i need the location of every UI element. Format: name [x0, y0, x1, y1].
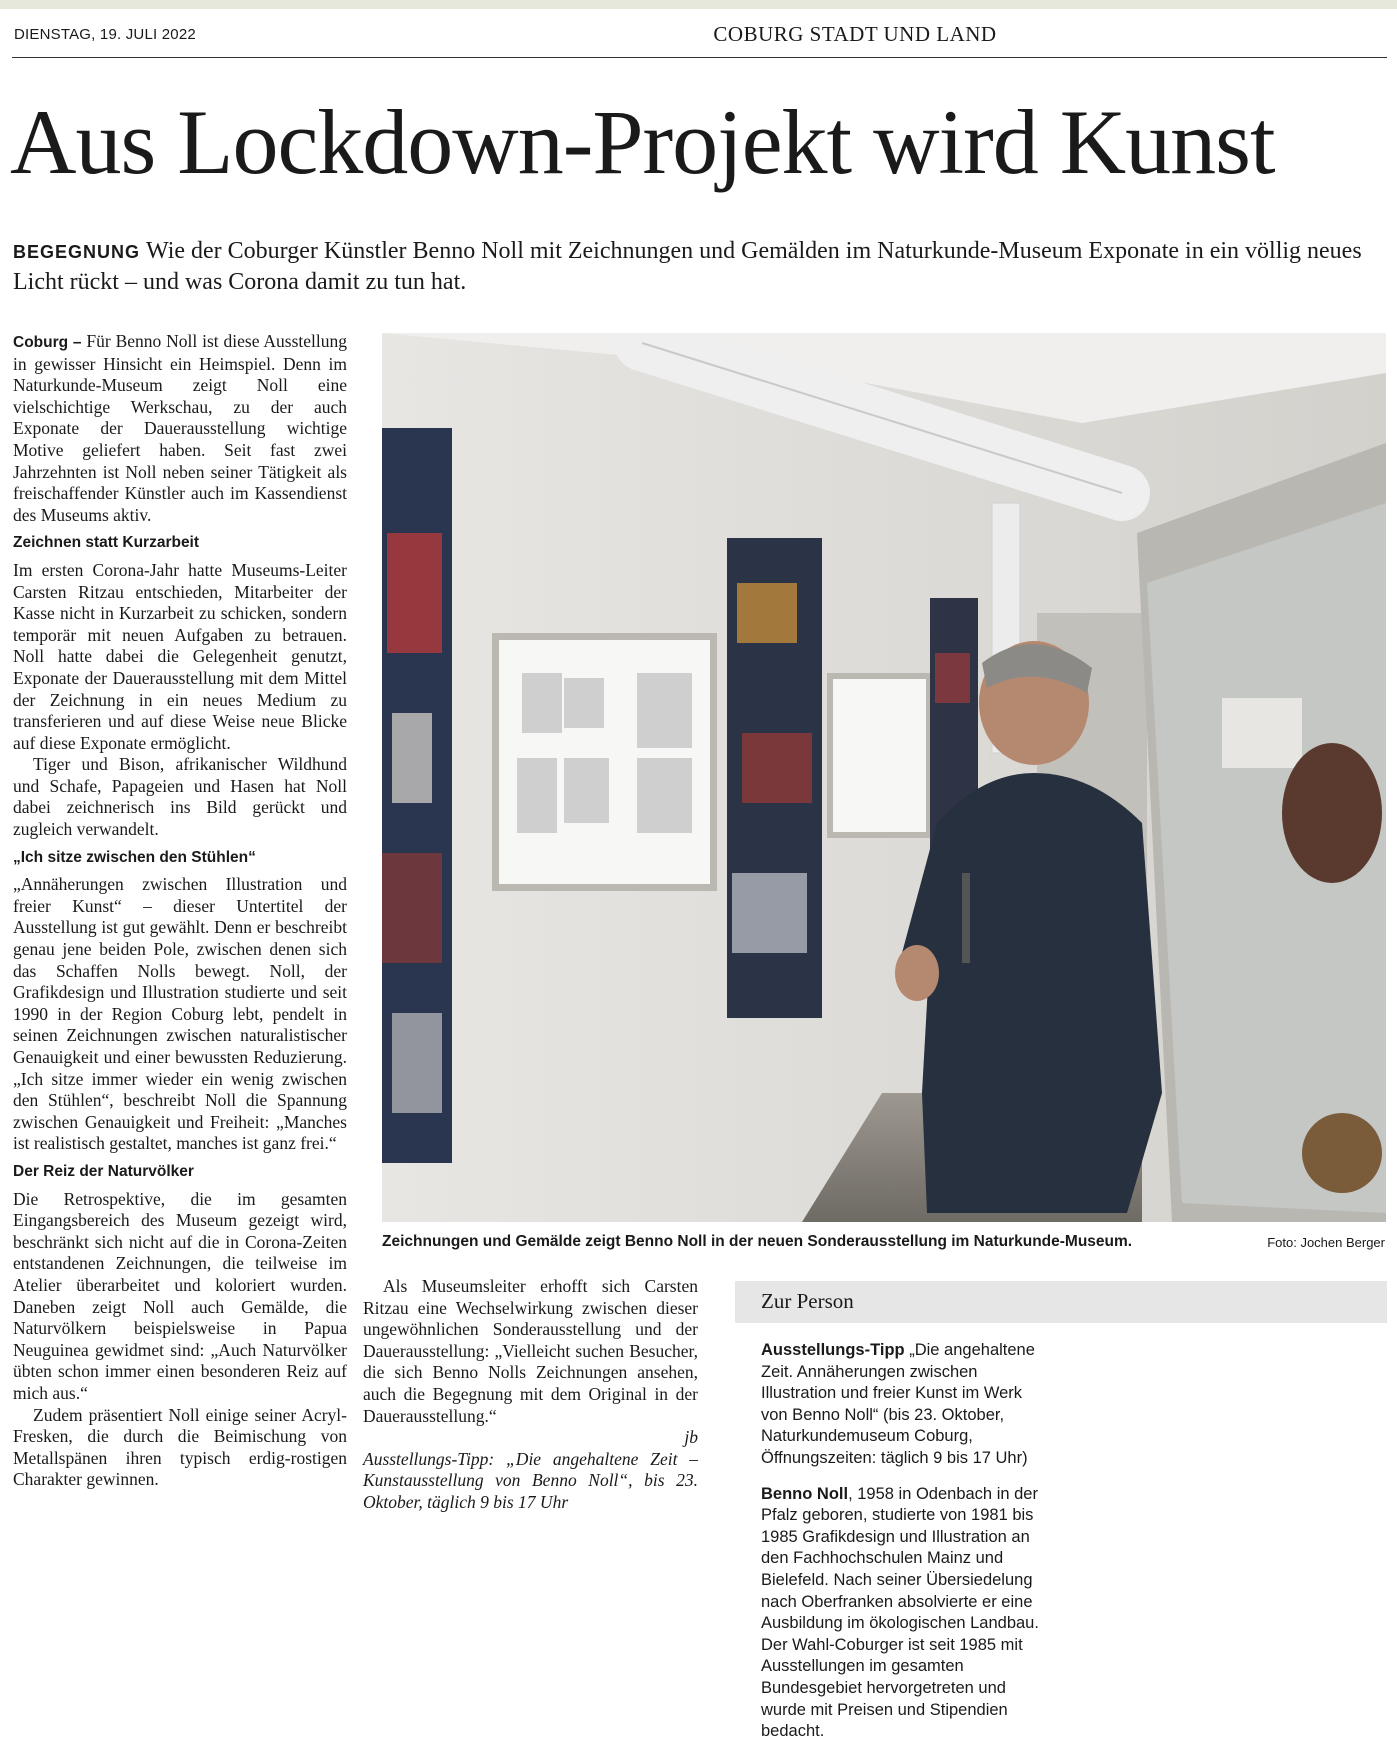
- subheading: Zeichnen statt Kurzarbeit: [13, 534, 200, 552]
- subheading: „Ich sitze zwischen den Stühlen“: [13, 848, 256, 866]
- article-paragraph: Coburg – Für Benno Noll ist diese Ausstellung in gewisser Hinsicht ein Heimspiel. Denn im Naturkunde-Museum zeigt Noll eine vielschichtige Werkschau, zu der auch Exponate der Dauerausstellung wichtige Motive geliefert haben. Seit fast zwei Jahrzehnten ist Noll neben seiner Tätigkeit als freischaffender Künstler auch im Kassendienst des Museums aktiv.: [13, 331, 348, 525]
- article-column-2: [363, 1276, 698, 1514]
- article-paragraph: Als Museumsleiter erhofft sich Carsten Ritzau eine Wechselwirkung zwischen dieser ungewöhnlichen Sonderausstellung und der Dauerausstellung: „Vielleicht suchen Besucher, die sich Benno Nolls Zeichnungen ansehen, auch die Begegnung mit dem Original in der Dauerausstellung.“: [363, 1276, 698, 1426]
- article-photo: [382, 333, 1386, 1222]
- teaser-text: Wie der Coburger Künstler Benno Noll mit Zeichnungen und Gemälden im Naturkunde-Museum Exponate in ein völlig neues Licht rückt – und was Corona damit zu tun hat.: [13, 238, 1362, 295]
- info-box-title: Zur Person: [761, 1289, 854, 1313]
- article-paragraph: Zudem präsentiert Noll einige seiner Acryl-Fresken, die durch die Beimischung von Metallspänen ihren typisch erdig-rostigen Charakter gewinnen.: [13, 1404, 347, 1490]
- article-paragraph: „Annäherungen zwischen Illustration und freier Kunst“ – dieser Untertitel der Ausstellung ist gut gewählt. Denn er beschreibt genau jene beiden Pole, zwischen denen sich das Schaffen Nolls bewegt. Noll, der Grafikdesign und Illustration studierte und seit 1990 in der Region Coburg lebt, pendelt in seinen Zeichnungen zwischen naturalistischer Genauigkeit und einer bewussten Reduzierung. „Ich sitze immer wieder ein wenig zwischen den Stühlen“, beschreibt Noll die Spannung zwischen Genauigkeit und Freiheit: „Manches ist realistisch gestaltet, manches ist ganz frei.“: [13, 874, 347, 1154]
- info-person: Benno Noll, 1958 in Odenbach in der Pfalz geboren, studierte von 1981 bis 1985 Grafikdesign und Illustration an den Fachhochschulen Mainz und Bielefeld. Nach seiner Übersiedelung nach Oberfranken absolvierte er eine Ausbildung im ökologischen Landbau. Der Wahl-Coburger ist seit 1985 mit Ausstellungen im gesamten Bundesgebiet hervorgetreten und wurde mit Preisen und Stipendien bedacht.: [761, 1484, 1039, 1741]
- info-tip: Ausstellungs-Tipp „Die angehaltene Zeit. Annäherungen zwischen Illustration und freier Kunst im Werk von Benno Noll“ (bis 23. Oktober, Naturkundemuseum Coburg, Öffnungszeiten: täglich 9 bis 17 Uhr): [761, 1341, 1035, 1467]
- lead-place: Coburg –: [13, 334, 82, 351]
- teaser: [13, 236, 1393, 297]
- issue-date: DIENSTAG, 19. JULI 2022: [14, 26, 196, 43]
- info-box-header: [735, 1281, 1387, 1323]
- author-initials: jb: [684, 1427, 698, 1448]
- article-paragraph: Tiger und Bison, afrikanischer Wildhund und Schafe, Papageien und Hasen hat Noll dabei zeichnerisch ins Bild gerückt und zugleich verwandelt.: [13, 754, 347, 840]
- photo-caption: Zeichnungen und Gemälde zeigt Benno Noll in der neuen Sonderausstellung im Naturkunde-Museum.: [382, 1233, 1133, 1250]
- exhibition-tip: Ausstellungs-Tipp: „Die angehaltene Zeit – Kunstausstellung von Benno Noll“, bis 23. Oktober, täglich 9 bis 17 Uhr: [363, 1448, 698, 1512]
- top-color-bar: [0, 0, 1397, 9]
- photo-credit: Foto: Jochen Berger: [1267, 1235, 1385, 1250]
- article-paragraph: Im ersten Corona-Jahr hatte Museums-Leiter Carsten Ritzau entschieden, Mitarbeiter der Kasse nicht in Kurzarbeit zu schicken, sondern temporär mit neuen Aufgaben zu betrauen. Noll hatte dabei die Gelegenheit genutzt, Exponate der Dauerausstellung mit dem Mittel der Zeichnung in ein neues Medium zu transferieren und auf diese Weise neue Blicke auf diese Exponate ermöglicht.: [13, 559, 347, 753]
- teaser-kicker: BEGEGNUNG: [13, 242, 141, 262]
- subheading: Der Reiz der Naturvölker: [13, 1162, 194, 1180]
- article-paragraph: Die Retrospektive, die im gesamten Eingangsbereich des Museum gezeigt wird, beschränkt sich nicht auf die in Corona-Zeiten entstandenen Zeichnungen, die teilweise im Atelier überarbeitet und koloriert wurden. Daneben zeigt Noll auch Gemälde, die Naturvölkern beispielsweise in Papua Neuguinea gewidmet sind: „Auch Naturvölker übten schon immer einen besonderen Reiz auf mich aus.“: [13, 1188, 347, 1403]
- info-box-column-1: [761, 1340, 1051, 1757]
- header-rule: [12, 57, 1387, 58]
- exhibition-photo-illustration: [382, 333, 1386, 1222]
- headline: Aus Lockdown-Projekt wird Kunst: [10, 91, 1275, 193]
- section-title: COBURG STADT UND LAND: [713, 22, 997, 46]
- article-column-1: [13, 331, 347, 1491]
